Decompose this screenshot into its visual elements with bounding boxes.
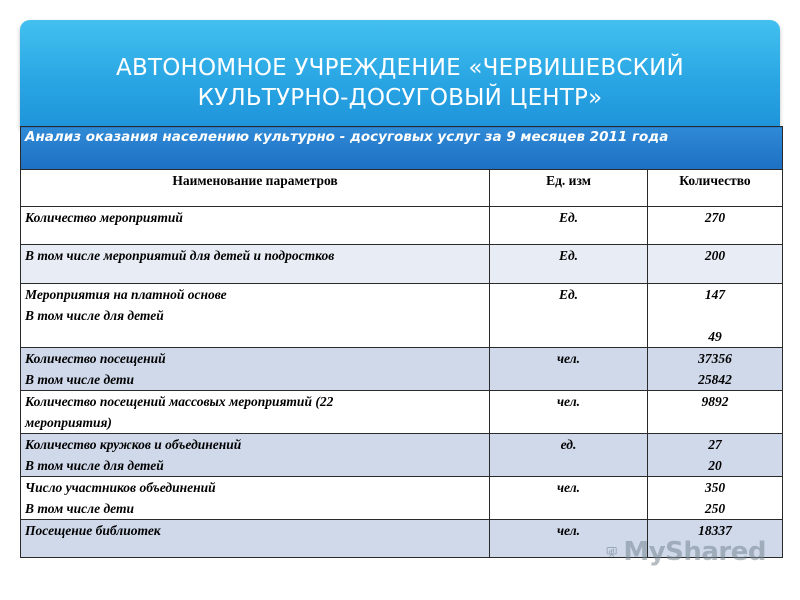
unit-cell: Ед. <box>490 284 648 348</box>
page-title-line-2: КУЛЬТУРНО-ДОСУГОВЫЙ ЦЕНТР» <box>197 85 603 111</box>
parameter-text: мероприятия) <box>25 415 112 430</box>
table-caption: Анализ оказания населению культурно - досуговых услуг за 9 месяцев 2011 года <box>21 127 783 170</box>
parameter-cell <box>21 391 490 434</box>
unit-cell: Ед. <box>490 207 648 245</box>
quantity-cell <box>648 207 783 245</box>
column-header-parameters: Наименование параметров <box>21 170 490 207</box>
table-row <box>21 434 783 477</box>
quantity-value: 147 <box>704 287 726 302</box>
unit-cell: Ед. <box>490 245 648 284</box>
unit-cell: чел. <box>490 520 648 558</box>
quantity-value: 37356 <box>698 351 732 366</box>
quantity-value: 27 <box>708 437 722 452</box>
parameter-cell <box>21 348 490 391</box>
column-header-unit: Ед. изм <box>490 170 648 207</box>
quantity-cell <box>648 391 783 434</box>
quantity-cell <box>648 245 783 284</box>
unit-cell: ед. <box>490 434 648 477</box>
table-body <box>21 207 783 558</box>
parameter-cell <box>21 284 490 348</box>
unit-cell: чел. <box>490 391 648 434</box>
quantity-value: 9892 <box>701 394 729 409</box>
parameter-text: Количество мероприятий <box>25 210 183 225</box>
table-header-row <box>21 170 783 207</box>
parameter-cell <box>21 477 490 520</box>
quantity-value: 200 <box>704 248 726 263</box>
quantity-value: 250 <box>704 501 726 516</box>
parameter-text: В том числе дети <box>25 372 134 387</box>
parameter-text: В том числе мероприятий для детей и подростков <box>25 248 335 263</box>
table-row <box>21 391 783 434</box>
quantity-value: 25842 <box>698 372 732 387</box>
parameter-text: Посещение библиотек <box>25 523 161 538</box>
table-row <box>21 348 783 391</box>
parameter-text: Количество посещений <box>25 351 166 366</box>
parameter-text: Количество кружков и объединений <box>25 437 242 452</box>
parameter-cell <box>21 207 490 245</box>
table-row <box>21 284 783 348</box>
parameter-text: В том числе дети <box>25 501 134 516</box>
parameter-text: Число участников объединений <box>25 480 216 495</box>
quantity-value: 20 <box>708 458 722 473</box>
column-header-quantity: Количество <box>648 170 783 207</box>
parameter-cell <box>21 520 490 558</box>
table-row <box>21 207 783 245</box>
parameter-text: В том числе для детей <box>25 458 164 473</box>
presentation-board-icon <box>606 537 617 567</box>
title-banner <box>20 20 780 128</box>
unit-cell: чел. <box>490 477 648 520</box>
quantity-cell <box>648 348 783 391</box>
unit-cell: чел. <box>490 348 648 391</box>
quantity-cell <box>648 434 783 477</box>
quantity-value <box>652 305 778 326</box>
page-title <box>20 53 780 113</box>
services-table <box>20 126 783 558</box>
table-row <box>21 245 783 284</box>
parameter-text: Количество посещений массовых мероприятий (22 <box>25 394 334 409</box>
parameter-cell <box>21 434 490 477</box>
parameter-text: Мероприятия на платной основе <box>25 287 227 302</box>
quantity-cell <box>648 477 783 520</box>
quantity-value: 18337 <box>698 523 732 538</box>
quantity-value: 350 <box>704 480 726 495</box>
watermark <box>606 536 766 568</box>
quantity-cell <box>648 284 783 348</box>
parameter-text: В том числе для детей <box>25 308 164 323</box>
quantity-value: 270 <box>704 210 726 225</box>
page-title-line-1: АВТОНОМНОЕ УЧРЕЖДЕНИЕ «ЧЕРВИШЕВСКИЙ <box>116 55 684 81</box>
table-caption-row <box>21 127 783 170</box>
parameter-cell <box>21 245 490 284</box>
watermark-text: MyShared <box>623 537 766 567</box>
table-row <box>21 477 783 520</box>
quantity-value: 49 <box>708 329 722 344</box>
